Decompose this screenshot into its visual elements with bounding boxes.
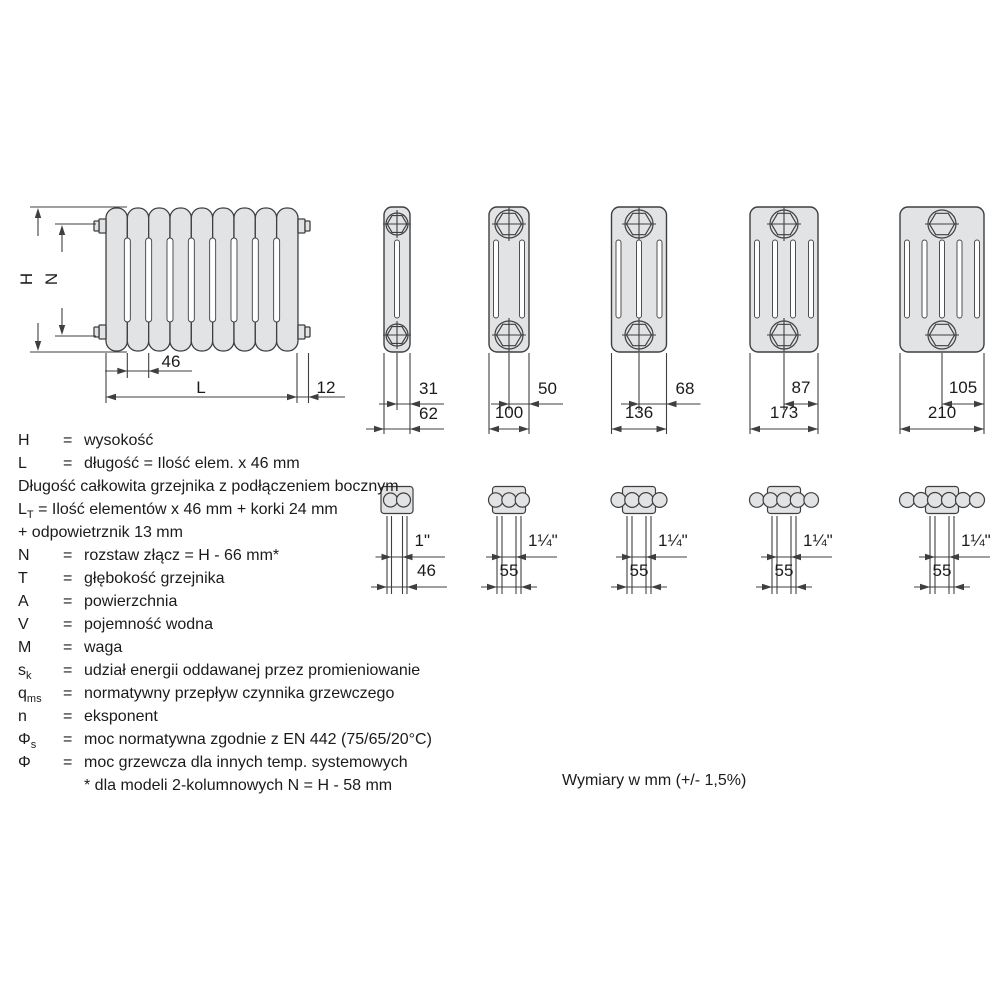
length-label: L — [196, 378, 206, 397]
dimension-arrow — [410, 426, 420, 432]
section-slot — [809, 240, 814, 318]
legend-symbol — [18, 685, 42, 703]
top-view-tube — [639, 493, 654, 508]
dimension-arrow — [974, 426, 984, 432]
top-view-tube — [970, 493, 985, 508]
section-slot — [940, 240, 945, 318]
legend-symbol — [18, 639, 31, 657]
legend-equals: = — [63, 570, 73, 587]
legend-symbol-base: V — [18, 616, 29, 633]
element-pitch-label: 46 — [161, 352, 181, 371]
legend-symbol — [18, 754, 31, 772]
legend-description: = Ilość elementów x 46 mm + korki 24 mm — [33, 501, 338, 518]
legend-symbol-subscript: ms — [26, 693, 42, 705]
legend-flow-text — [18, 501, 338, 519]
legend-symbol — [18, 432, 30, 450]
legend-equals: = — [63, 616, 73, 633]
half-depth-label: 31 — [419, 379, 438, 398]
legend-equals: = — [63, 593, 73, 610]
dimension-arrow — [529, 401, 539, 407]
top-view-tube — [611, 493, 626, 508]
top-view-tube — [914, 493, 929, 508]
dimension-arrow — [762, 584, 772, 590]
dimension-arrow — [612, 426, 622, 432]
element-gap — [274, 238, 280, 322]
dimension-arrow — [489, 426, 499, 432]
legend-symbol — [18, 593, 29, 611]
section-slot — [520, 240, 525, 318]
legend-equals: = — [63, 455, 73, 472]
depth-label: 100 — [494, 403, 524, 422]
top-view-tube — [900, 493, 915, 508]
dimension-arrow — [374, 426, 384, 432]
half-depth-label: 50 — [538, 379, 557, 398]
dimension-arrow — [106, 394, 116, 400]
pitch-label: 55 — [629, 561, 649, 580]
connection-nipple — [298, 325, 305, 339]
legend-symbol-subscript: s — [30, 739, 37, 751]
element-gap — [124, 238, 130, 322]
section-slot — [975, 240, 980, 318]
legend-symbol-base: T — [18, 570, 28, 587]
legend-description: powierzchnia — [84, 593, 178, 610]
dimension-arrow — [377, 584, 387, 590]
legend-equals: = — [63, 639, 73, 656]
legend-symbol — [18, 455, 27, 473]
half-depth-label: 87 — [791, 378, 811, 397]
connection-pitch-label: N — [42, 272, 61, 286]
section-slot — [616, 240, 621, 318]
dimension-arrow — [657, 426, 667, 432]
top-view-tube — [763, 493, 778, 508]
top-view-tube — [502, 493, 516, 507]
connection-nipple-cap — [94, 221, 99, 231]
top-view-tube — [804, 493, 819, 508]
dimension-arrow — [651, 584, 661, 590]
legend-symbol — [18, 708, 27, 726]
depth-label: 173 — [769, 403, 799, 422]
element-gap — [231, 238, 237, 322]
connection-nipple — [99, 325, 106, 339]
section-slot — [755, 240, 760, 318]
legend-symbol-base: n — [18, 708, 27, 725]
legend-description: Długość całkowita grzejnika z podłączeniem bocznym — [18, 478, 399, 495]
legend-description: pojemność wodna — [84, 616, 213, 633]
legend-flow-text — [18, 524, 183, 542]
legend-description: eksponent — [84, 708, 158, 725]
legend-symbol — [18, 616, 29, 634]
legend-equals: = — [63, 662, 73, 679]
section-slot — [395, 240, 400, 318]
legend-description: długość = Ilość elem. x 46 mm — [84, 455, 300, 472]
legend-description: moc grzewcza dla innych temp. systemowych — [84, 754, 408, 771]
depth-label: 210 — [927, 403, 957, 422]
element-gap — [188, 238, 194, 322]
half-depth-label: 105 — [948, 378, 978, 397]
legend-symbol-base: Φ — [18, 731, 31, 748]
section-slot — [922, 240, 927, 318]
legend-description: wysokość — [84, 432, 154, 449]
section-slot — [791, 240, 796, 318]
section-slot — [637, 240, 642, 318]
depth-label: 136 — [624, 403, 654, 422]
legend-footnote: * dla modeli 2-kolumnowych N = H - 58 mm — [84, 777, 393, 794]
section-slot — [773, 240, 778, 318]
legend-symbol — [18, 547, 30, 565]
legend-description: normatywny przepływ czynnika grzewczego — [84, 685, 395, 702]
top-view-tube — [777, 493, 792, 508]
connection-size-label: 1¼" — [528, 531, 558, 550]
dimension-arrow — [796, 584, 806, 590]
legend-equals: = — [63, 708, 73, 725]
dimension-arrow — [35, 341, 41, 351]
legend-symbol-base: N — [18, 547, 30, 564]
connection-size-label: 1¼" — [961, 531, 991, 550]
dimension-arrow — [35, 208, 41, 218]
half-depth-label: 68 — [675, 379, 695, 398]
dimension-arrow — [287, 394, 297, 400]
dimension-arrow — [149, 368, 159, 374]
dimension-arrow — [808, 401, 818, 407]
dimension-arrow — [59, 225, 65, 235]
legend-symbol-base: s — [18, 662, 26, 679]
legend-description: moc normatywna zgodnie z EN 442 (75/65/20°C) — [84, 731, 432, 748]
top-view-tube — [928, 493, 943, 508]
connection-size-label: 1¼" — [803, 531, 833, 550]
end-cap-label: 12 — [316, 378, 336, 397]
legend-symbol — [18, 662, 32, 680]
connection-nipple-cap — [305, 327, 310, 337]
top-view-tube — [942, 493, 957, 508]
dimension-arrow — [487, 584, 497, 590]
element-gap — [210, 238, 216, 322]
dimension-arrow — [920, 584, 930, 590]
connection-size-label: 1" — [414, 531, 430, 550]
legend-description: waga — [84, 639, 123, 656]
legend-flow-text — [18, 478, 399, 496]
pitch-label: 55 — [774, 561, 794, 580]
legend-symbol — [18, 570, 28, 588]
legend-symbol-subscript: k — [26, 670, 32, 682]
legend-description: udział energii oddawanej przez promieniowanie — [84, 662, 421, 679]
element-gap — [146, 238, 152, 322]
dimension-arrow — [521, 584, 531, 590]
section-slot — [957, 240, 962, 318]
legend-symbol-base: Φ — [18, 754, 31, 771]
depth-label: 62 — [419, 404, 438, 423]
dimension-arrow — [519, 426, 529, 432]
dimension-arrow — [617, 584, 627, 590]
legend-symbol-subscript: T — [26, 509, 34, 521]
element-gap — [252, 238, 258, 322]
legend-description: rozstaw złącz = H - 66 mm* — [84, 547, 280, 564]
legend-symbol-base: q — [18, 685, 27, 702]
legend-equals: = — [63, 731, 73, 748]
connection-size-label: 1¼" — [658, 531, 688, 550]
element-gap — [167, 238, 173, 322]
connection-nipple — [99, 219, 106, 233]
dimension-arrow — [407, 584, 417, 590]
legend-symbol-base: A — [18, 593, 29, 610]
dimension-arrow — [59, 325, 65, 335]
legend-symbol-base: M — [18, 639, 32, 656]
dimensions-note: Wymiary w mm (+/- 1,5%) — [562, 772, 747, 789]
section-slot — [657, 240, 662, 318]
pitch-label: 55 — [499, 561, 519, 580]
legend-equals: = — [63, 685, 73, 702]
connection-nipple — [298, 219, 305, 233]
dimension-arrow — [750, 426, 760, 432]
top-view-tube — [652, 493, 667, 508]
height-label: H — [17, 272, 36, 286]
top-view-tube — [956, 493, 971, 508]
legend-equals: = — [63, 547, 73, 564]
dimension-arrow — [900, 426, 910, 432]
dimension-arrow — [667, 401, 677, 407]
dimension-arrow — [117, 368, 127, 374]
legend-description: głębokość grzejnika — [84, 570, 225, 587]
legend-description: + odpowietrznik 13 mm — [18, 524, 183, 541]
top-view-tube — [790, 493, 805, 508]
top-view-tube — [489, 493, 503, 507]
dimension-arrow — [387, 401, 397, 407]
dimension-arrow — [974, 401, 984, 407]
legend-symbol-base: H — [18, 432, 30, 449]
top-view-tube — [625, 493, 640, 508]
section-slot — [494, 240, 499, 318]
legend-symbol-base: L — [18, 501, 27, 518]
dimension-arrow — [808, 426, 818, 432]
section-slot — [905, 240, 910, 318]
legend-equals: = — [63, 432, 73, 449]
legend-symbol — [18, 731, 36, 749]
pitch-label: 55 — [932, 561, 952, 580]
top-view-tube — [750, 493, 765, 508]
legend-symbol-base: L — [18, 455, 27, 472]
legend-equals: = — [63, 754, 73, 771]
top-view-tube — [515, 493, 529, 507]
connection-nipple-cap — [305, 221, 310, 231]
pitch-label: 46 — [417, 561, 436, 580]
dimension-arrow — [954, 584, 964, 590]
